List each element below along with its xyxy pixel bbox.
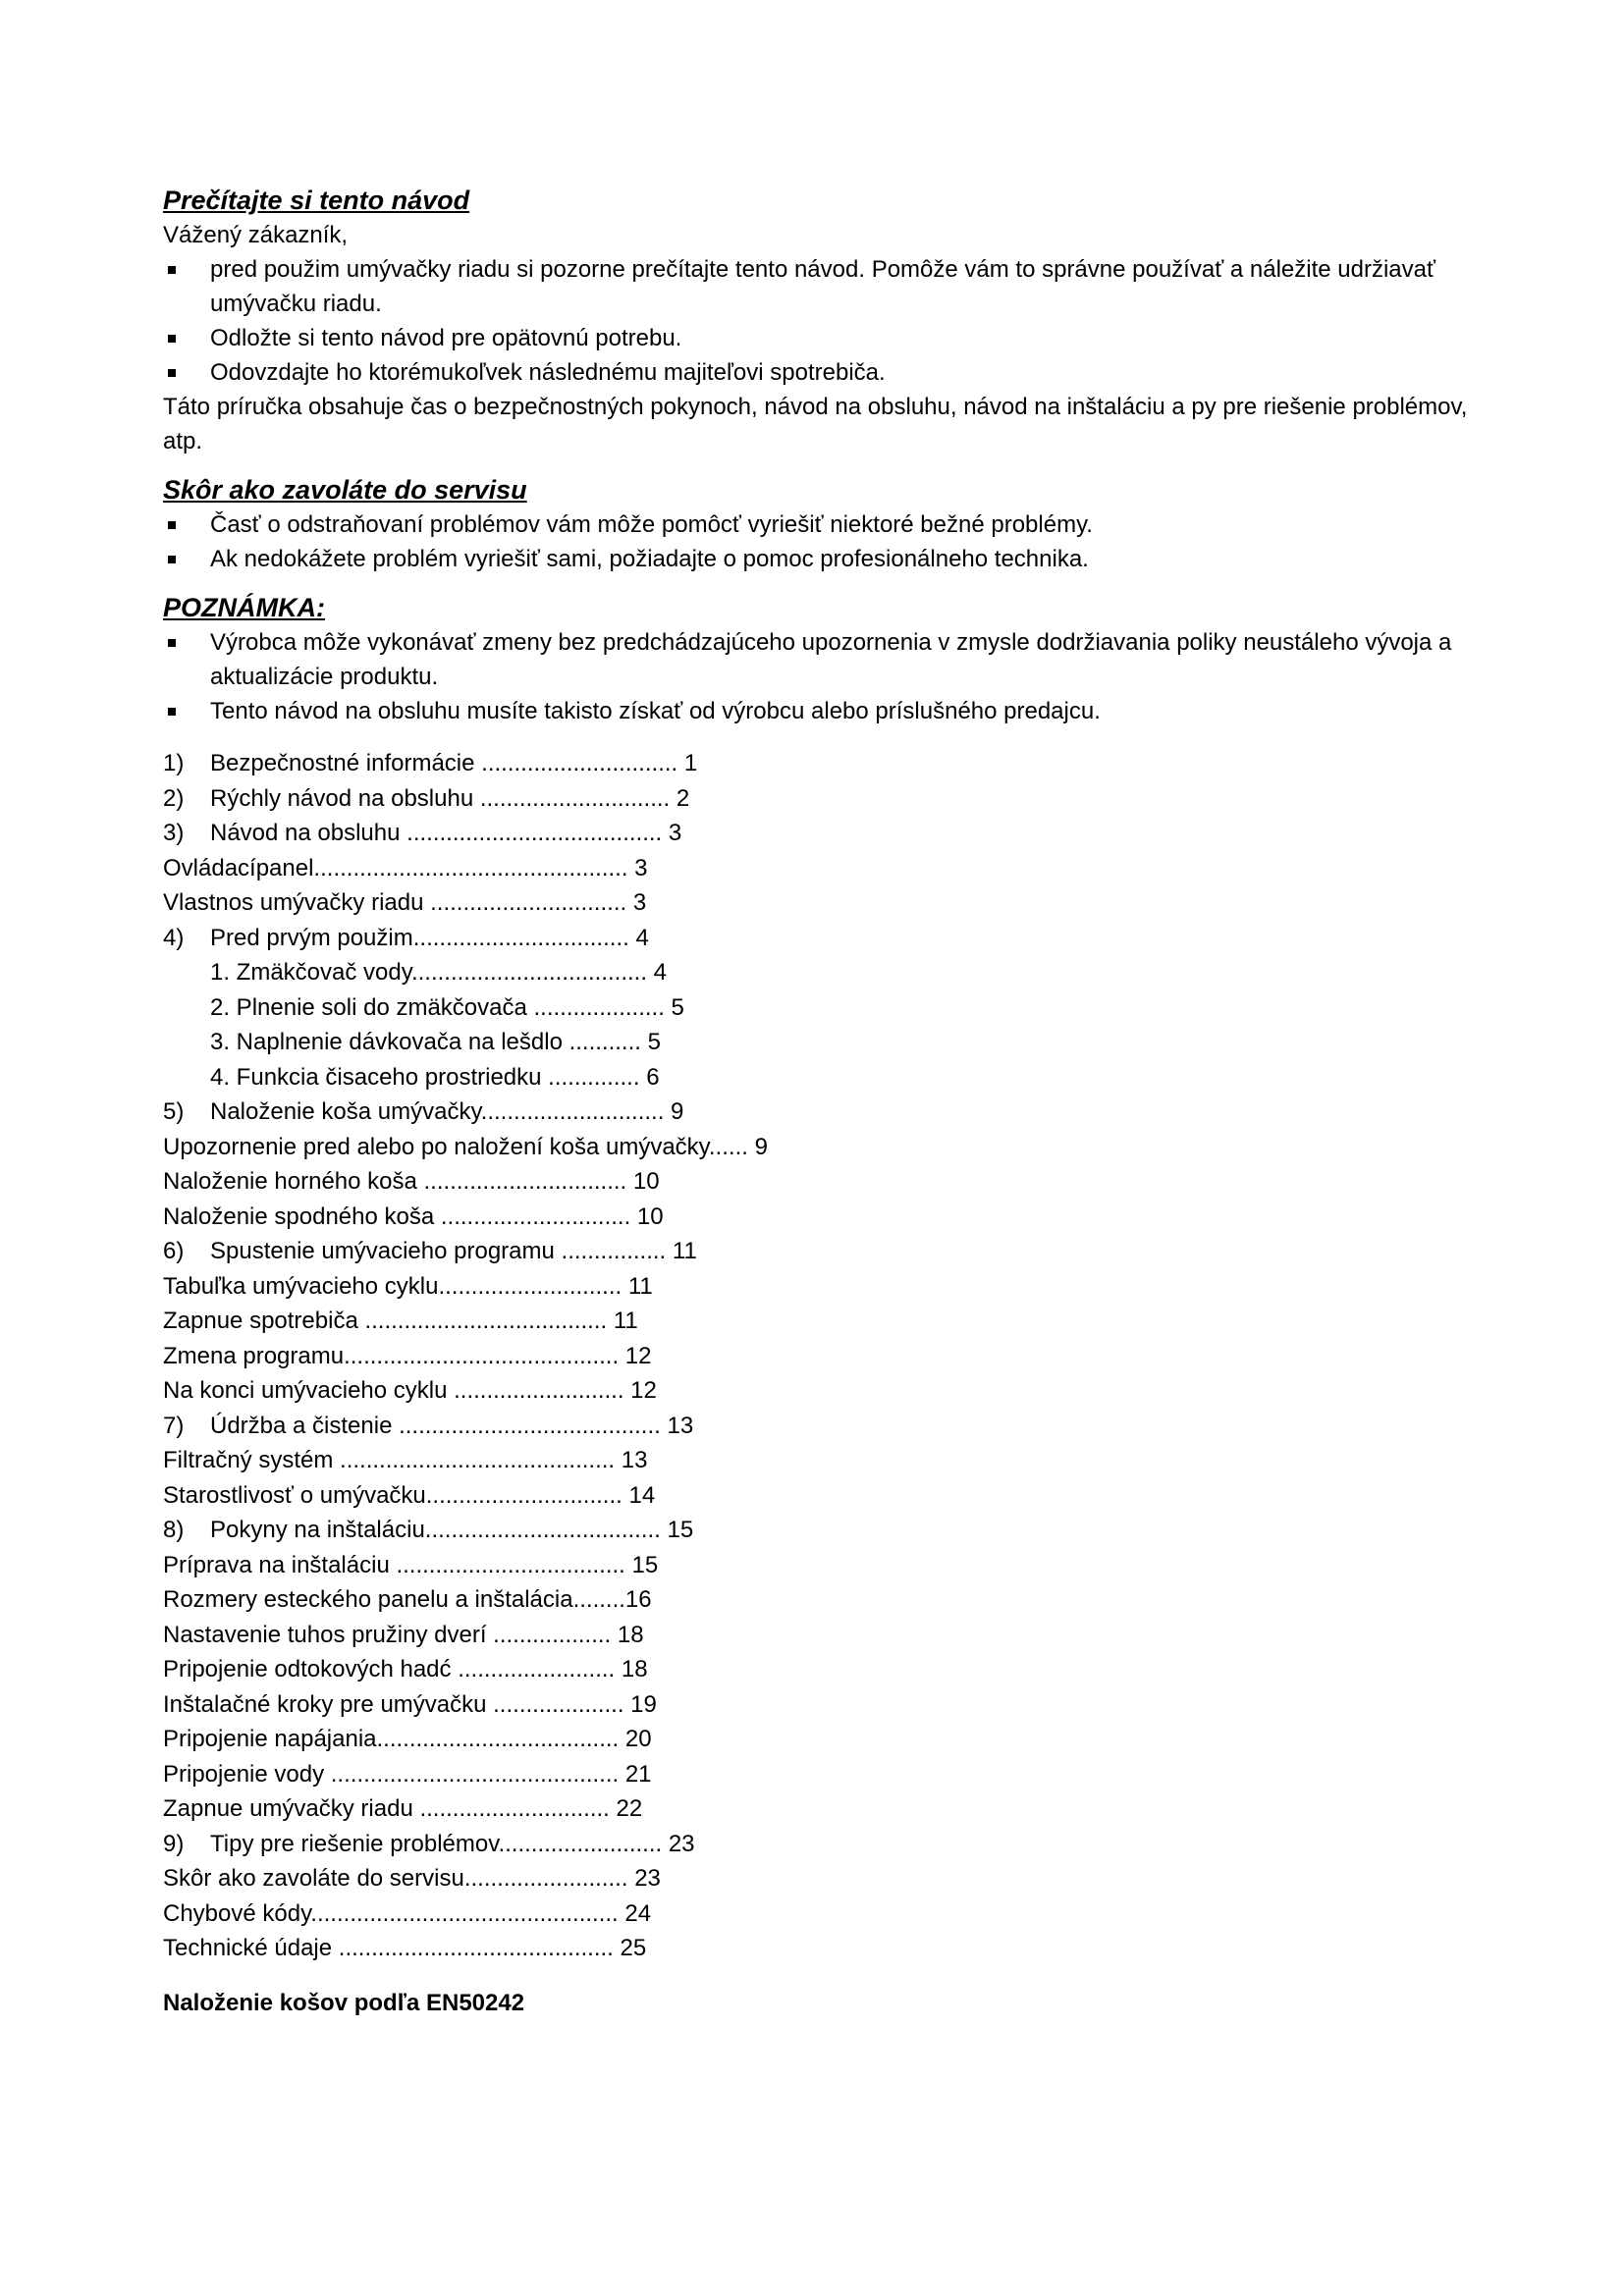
toc-entry — [163, 1687, 1469, 1723]
toc-entry — [163, 746, 1469, 781]
toc-entry-text: Naloženie koša umývačky............................ 9 — [210, 1098, 684, 1125]
toc-entry-text: Pripojenie napájania..................................... 20 — [163, 1726, 652, 1752]
toc-entry — [163, 1896, 1469, 1932]
toc-entry — [163, 1443, 1469, 1478]
toc-entry — [163, 1861, 1469, 1896]
toc-entry-text: Chybové kódy............................................... 24 — [163, 1899, 652, 1927]
toc-entry-text: Rozmery esteckého panelu a inštalácia........16 — [163, 1586, 652, 1613]
toc-entry — [163, 1130, 1469, 1165]
toc-entry-text: Zapnue spotrebiča ..................................... 11 — [163, 1308, 638, 1334]
toc-entry-text: Pripojenie odtokových hadć ........................ 18 — [163, 1656, 648, 1682]
toc-entry — [163, 1652, 1469, 1687]
list-item: Odovzdajte ho ktorémukoľvek následnému majiteľovi spotrebiča. — [163, 355, 1469, 390]
toc-entry — [163, 1304, 1469, 1339]
list-item: Odložte si tento návod pre opätovnú potrebu. — [163, 321, 1469, 355]
toc-entry-text: Tipy pre riešenie problémov......................... 23 — [210, 1830, 695, 1857]
toc-entry — [163, 1339, 1469, 1374]
toc-entry-text: Pokyny na inštaláciu.................................... 15 — [210, 1517, 694, 1543]
toc-entry-text: Starostlivosť o umývačku.............................. 14 — [163, 1481, 656, 1509]
intro-heading: Prečítajte si tento návod — [163, 186, 470, 215]
list-item: Tento návod na obsluhu musíte takisto získať od výrobcu alebo príslušného predajcu. — [163, 694, 1469, 728]
toc-entry — [163, 1409, 1469, 1444]
toc-entry — [163, 1269, 1469, 1305]
toc-entry — [163, 1234, 1469, 1269]
toc-entry-text: Pripojenie vody ............................................ 21 — [163, 1760, 652, 1788]
toc-entry — [163, 1791, 1469, 1827]
toc-entry — [163, 1025, 1469, 1060]
toc-entry — [163, 1618, 1469, 1653]
list-item: pred použim umývačky riadu si pozorne prečítajte tento návod. Pomôže vám to správne používať a náležite udržiavať umývačku riadu. — [163, 252, 1469, 321]
list-item: Časť o odstraňovaní problémov vám môže pomôcť vyriešiť niektoré bežné problémy. — [163, 507, 1469, 542]
toc-entry-number: 8) — [163, 1517, 185, 1543]
toc-entry-number: 6) — [163, 1238, 185, 1264]
toc-entry-text: Naloženie horného koša ............................... 10 — [163, 1168, 660, 1195]
toc-entry — [163, 851, 1469, 886]
toc-entry-text: Rýchly návod na obsluhu ............................. 2 — [210, 784, 690, 812]
toc-entry — [163, 1722, 1469, 1757]
toc-entry — [163, 921, 1469, 956]
list-item: Výrobca môže vykonávať zmeny bez predchádzajúceho upozornenia v zmysle dodržiavania poliky neustáleho vývoja a aktualizácie produktu. — [163, 625, 1469, 694]
toc-entry — [163, 1757, 1469, 1792]
toc-entry-text: Pred prvým použim................................. 4 — [210, 924, 649, 951]
greeting: Vážený zákazník, — [163, 222, 349, 248]
toc-entry-text: 3. Naplnenie dávkovača na lešdlo ........... 5 — [210, 1029, 661, 1055]
toc-entry-text: Údržba a čistenie ........................................ 13 — [210, 1412, 694, 1439]
toc-entry-number: 4) — [163, 924, 185, 951]
toc-entry — [163, 781, 1469, 817]
toc-entry — [163, 1827, 1469, 1862]
toc-entry-text: Návod na obsluhu ....................................... 3 — [210, 820, 682, 846]
toc-entry — [163, 1164, 1469, 1200]
table-of-contents — [163, 746, 1469, 1966]
document-page — [163, 183, 1469, 2020]
intro-bullet-list — [163, 252, 1469, 390]
note-heading: POZNÁMKA: — [163, 593, 325, 622]
toc-entry-text: Na konci umývacieho cyklu .......................... 12 — [163, 1377, 657, 1404]
note-bullet-list — [163, 625, 1469, 728]
toc-entry — [163, 1200, 1469, 1235]
toc-entry-text: Ovládacípanel................................................ 3 — [163, 854, 648, 881]
toc-entry — [163, 1373, 1469, 1409]
toc-entry-text: Tabuľka umývacieho cyklu............................ 11 — [163, 1272, 653, 1300]
toc-entry-text: Inštalačné kroky pre umývačku .................... 19 — [163, 1690, 657, 1718]
toc-entry-text: Príprava na inštaláciu ................................... 15 — [163, 1551, 659, 1578]
toc-entry-number: 9) — [163, 1830, 185, 1857]
intro-paragraph: Táto príručka obsahuje čas o bezpečnostných pokynoch, návod na obsluhu, návod na inštaláciu a py pre riešenie problémov, atp. — [163, 394, 1468, 454]
toc-entry-text: Nastavenie tuhos pružiny dverí .................. 18 — [163, 1621, 644, 1648]
toc-entry-text: Vlastnos umývačky riadu .............................. 3 — [163, 889, 647, 916]
toc-entry-text: 1. Zmäkčovač vody.................................... 4 — [210, 959, 668, 986]
service-bullet-list — [163, 507, 1469, 576]
toc-entry — [163, 1931, 1469, 1966]
toc-entry-text: Upozornenie pred alebo po naložení koša umývačky...... 9 — [163, 1133, 768, 1160]
toc-entry — [163, 885, 1469, 921]
toc-entry-text: Filtračný systém .......................................... 13 — [163, 1447, 648, 1473]
toc-entry — [163, 816, 1469, 851]
toc-entry-text: 2. Plnenie soli do zmäkčovača .................... 5 — [210, 993, 684, 1021]
toc-entry-number: 1) — [163, 750, 185, 776]
toc-entry-text: Spustenie umývacieho programu ................ 11 — [210, 1238, 697, 1264]
toc-entry — [163, 955, 1469, 990]
toc-entry-number: 2) — [163, 784, 185, 812]
toc-entry-number: 3) — [163, 820, 185, 846]
footer-heading: Naloženie košov podľa EN50242 — [163, 1989, 525, 2016]
toc-entry-number: 5) — [163, 1098, 185, 1125]
toc-entry — [163, 990, 1469, 1026]
toc-entry-text: Zapnue umývačky riadu ............................. 22 — [163, 1795, 643, 1822]
toc-entry-text: Naloženie spodného koša ............................. 10 — [163, 1202, 664, 1230]
toc-entry-text: Bezpečnostné informácie .............................. 1 — [210, 750, 698, 776]
toc-entry — [163, 1513, 1469, 1548]
toc-entry — [163, 1548, 1469, 1583]
toc-entry — [163, 1582, 1469, 1618]
toc-entry-number: 7) — [163, 1412, 185, 1439]
toc-entry — [163, 1060, 1469, 1095]
toc-entry-text: 4. Funkcia čisaceho prostriedku .............. 6 — [210, 1063, 660, 1091]
service-heading: Skôr ako zavoláte do servisu — [163, 475, 527, 505]
list-item: Ak nedokážete problém vyriešiť sami, požiadajte o pomoc profesionálneho technika. — [163, 542, 1469, 576]
toc-entry-text: Zmena programu.......................................... 12 — [163, 1342, 652, 1369]
toc-entry-text: Technické údaje .......................................... 25 — [163, 1935, 647, 1961]
toc-entry-text: Skôr ako zavoláte do servisu......................... 23 — [163, 1865, 661, 1892]
toc-entry — [163, 1478, 1469, 1514]
toc-entry — [163, 1095, 1469, 1130]
